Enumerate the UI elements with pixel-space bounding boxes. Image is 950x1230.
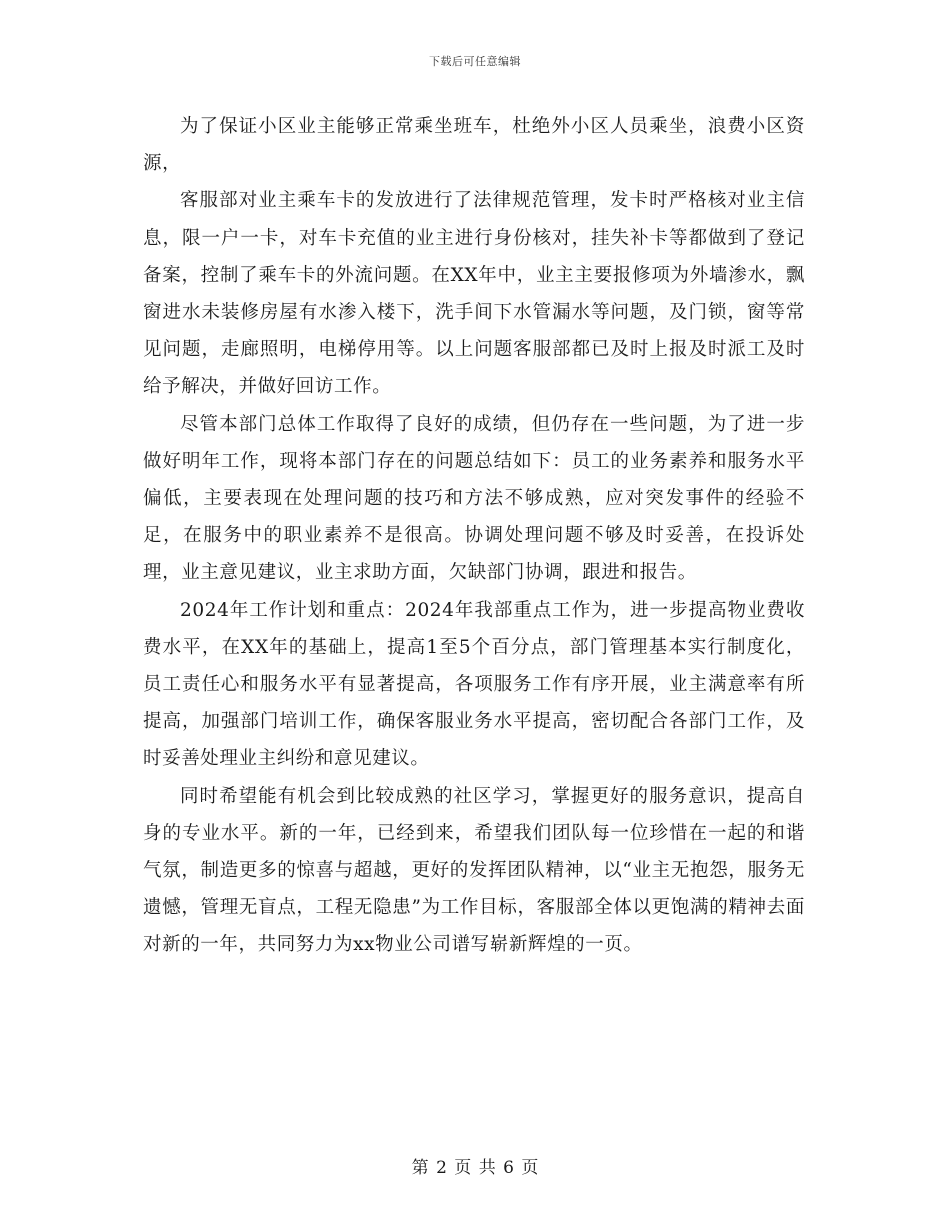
document-body [143,108,805,964]
paragraph-1: 为了保证小区业主能够正常乘坐班车，杜绝外小区人员乘坐，浪费小区资源， [143,116,805,175]
paragraph-2: 客服部对业主乘车卡的发放进行了法律规范管理，发卡时严格核对业主信息，限一户一卡，对车卡充值的业主进行身份核对，挂失补卡等都做到了登记备案，控制了乘车卡的外流问题。在XX年中，业主主要报修项为外墙渗水，飘窗进水未装修房屋有水渗入楼下，洗手间下水管漏水等问题，及门锁，窗等常见问题，走廊照明，电梯停用等。以上问题客服部都已及时上报及时派工及时给予解决，并做好回访工作。 [143,190,805,398]
paragraph-3: 尽管本部门总体工作取得了良好的成绩，但仍存在一些问题，为了进一步做好明年工作，现将本部门存在的问题总结如下：员工的业务素养和服务水平偏低，主要表现在处理问题的技巧和方法不够成熟，应对突发事件的经验不足，在服务中的职业素养不是很高。协调处理问题不够及时妥善，在投诉处理，业主意见建议，业主求助方面，欠缺部门协调，跟进和报告。 [143,413,805,584]
page-header-note: 下载后可任意编辑 [429,55,521,68]
page-number-footer: 第 2 页 共 6 页 [411,1158,539,1178]
paragraph-5: 同时希望能有机会到比较成熟的社区学习，掌握更好的服务意识，提高自身的专业水平。新的一年，已经到来，希望我们团队每一位珍惜在一起的和谐气氛，制造更多的惊喜与超越，更好的发挥团队精神，以“业主无抱怨，服务无遗憾，管理无盲点，工程无隐患”为工作目标，客服部全体以更饱满的精神去面对新的一年，共同努力为xx物业公司谱写崭新辉煌的一页。 [143,785,805,956]
paragraph-4: 2024年工作计划和重点：2024年我部重点工作为，进一步提高物业费收费水平，在XX年的基础上，提高1至5个百分点，部门管理基本实行制度化，员工责任心和服务水平有显著提高，各项服务工作有序开展，业主满意率有所提高，加强部门培训工作，确保客服业务水平提高，密切配合各部门工作，及时妥善处理业主纠纷和意见建议。 [143,599,805,770]
